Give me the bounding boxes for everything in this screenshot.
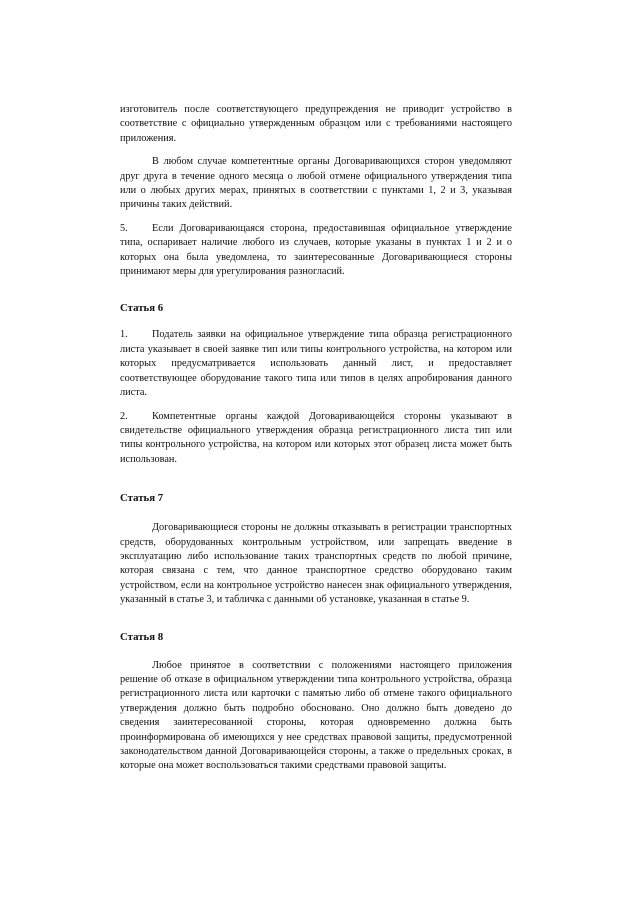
document-page xyxy=(120,103,512,774)
paragraph-4: В любом случае компетентные органы Договаривающихся сторон уведомляют друг друга в течение одного месяца о любой отмене официального утверждения типа или о любых других мерах, принятых в соответствии с пунктами 1, 2 и 3, указывая причины таких действий. xyxy=(120,156,512,211)
article-6-paragraph-2-number: 2. xyxy=(120,410,128,422)
article-6-heading: Статья 6 xyxy=(120,302,164,315)
article-6-paragraph-1-number: 1. xyxy=(120,329,128,341)
article-6-paragraph-1 xyxy=(120,328,512,400)
article-7-paragraph: Договаривающиеся стороны не должны отказывать в регистрации транспортных средств, оборудованных контрольным устройством, или запрещать введение в эксплуатацию либо использование таких транспортных средств по любой причине, которая связана с тем, что данное транспортное средство оборудовано таким устройством, если на контрольное устройство нанесен знак официального утверждения, указанный в статье 3, и табличка с данными об установке, указанная в статье 9. xyxy=(120,522,512,606)
article-6-paragraph-2-text: Компетентные органы каждой Договаривающейся стороны указывают в свидетельстве официального утверждения образца регистрационного листа тип или типы контрольного устройства, на котором или которых этот образец листа может быть использован. xyxy=(120,410,512,465)
paragraph-5-text: Если Договаривающаяся сторона, предоставившая официальное утверждение типа, оспаривает наличие любого из случаев, которые указаны в пунктах 1 и 2 и о которых она была уведомлена, то заинтересованные Договаривающиеся стороны принимают меры для урегулирования разногласий. xyxy=(120,222,512,278)
paragraph-5-number: 5. xyxy=(120,222,128,234)
article-8-heading: Статья 8 xyxy=(120,630,164,643)
continuation-paragraph: изготовитель после соответствующего предупреждения не приводит устройство в соответствие с официально утвержденным образцом или с требованиями настоящего приложения. xyxy=(120,104,512,144)
article-6-paragraph-1-text: Податель заявки на официальное утверждение типа образца регистрационного листа указывает в своей заявке тип или типы контрольного устройства, на котором или которых предусматривается использовать данный лист, и предоставляет соответствующее оборудование такого типа или типов в целях апробирования данного листа. xyxy=(120,329,512,399)
article-8-paragraph: Любое принятое в соответствии с положениями настоящего приложения решение об отказе в официальном утверждении типа контрольного устройства, образца регистрационного листа или карточки с памятью либо об отмене такого официального утверждения должно быть подробно обосновано. Оно должно быть доведено до сведения заинтересованной стороны, которая одновременно должна быть проинформирована об имеющихся у нее средствах правовой защиты, предусмотренной законодательством данной Договаривающейся стороны, а также о предельных сроках, в которые она может воспользоваться такими средствами правовой защиты. xyxy=(120,659,512,772)
article-7-heading: Статья 7 xyxy=(120,492,164,505)
article-6-paragraph-2 xyxy=(120,410,512,468)
paragraph-5 xyxy=(120,222,512,280)
